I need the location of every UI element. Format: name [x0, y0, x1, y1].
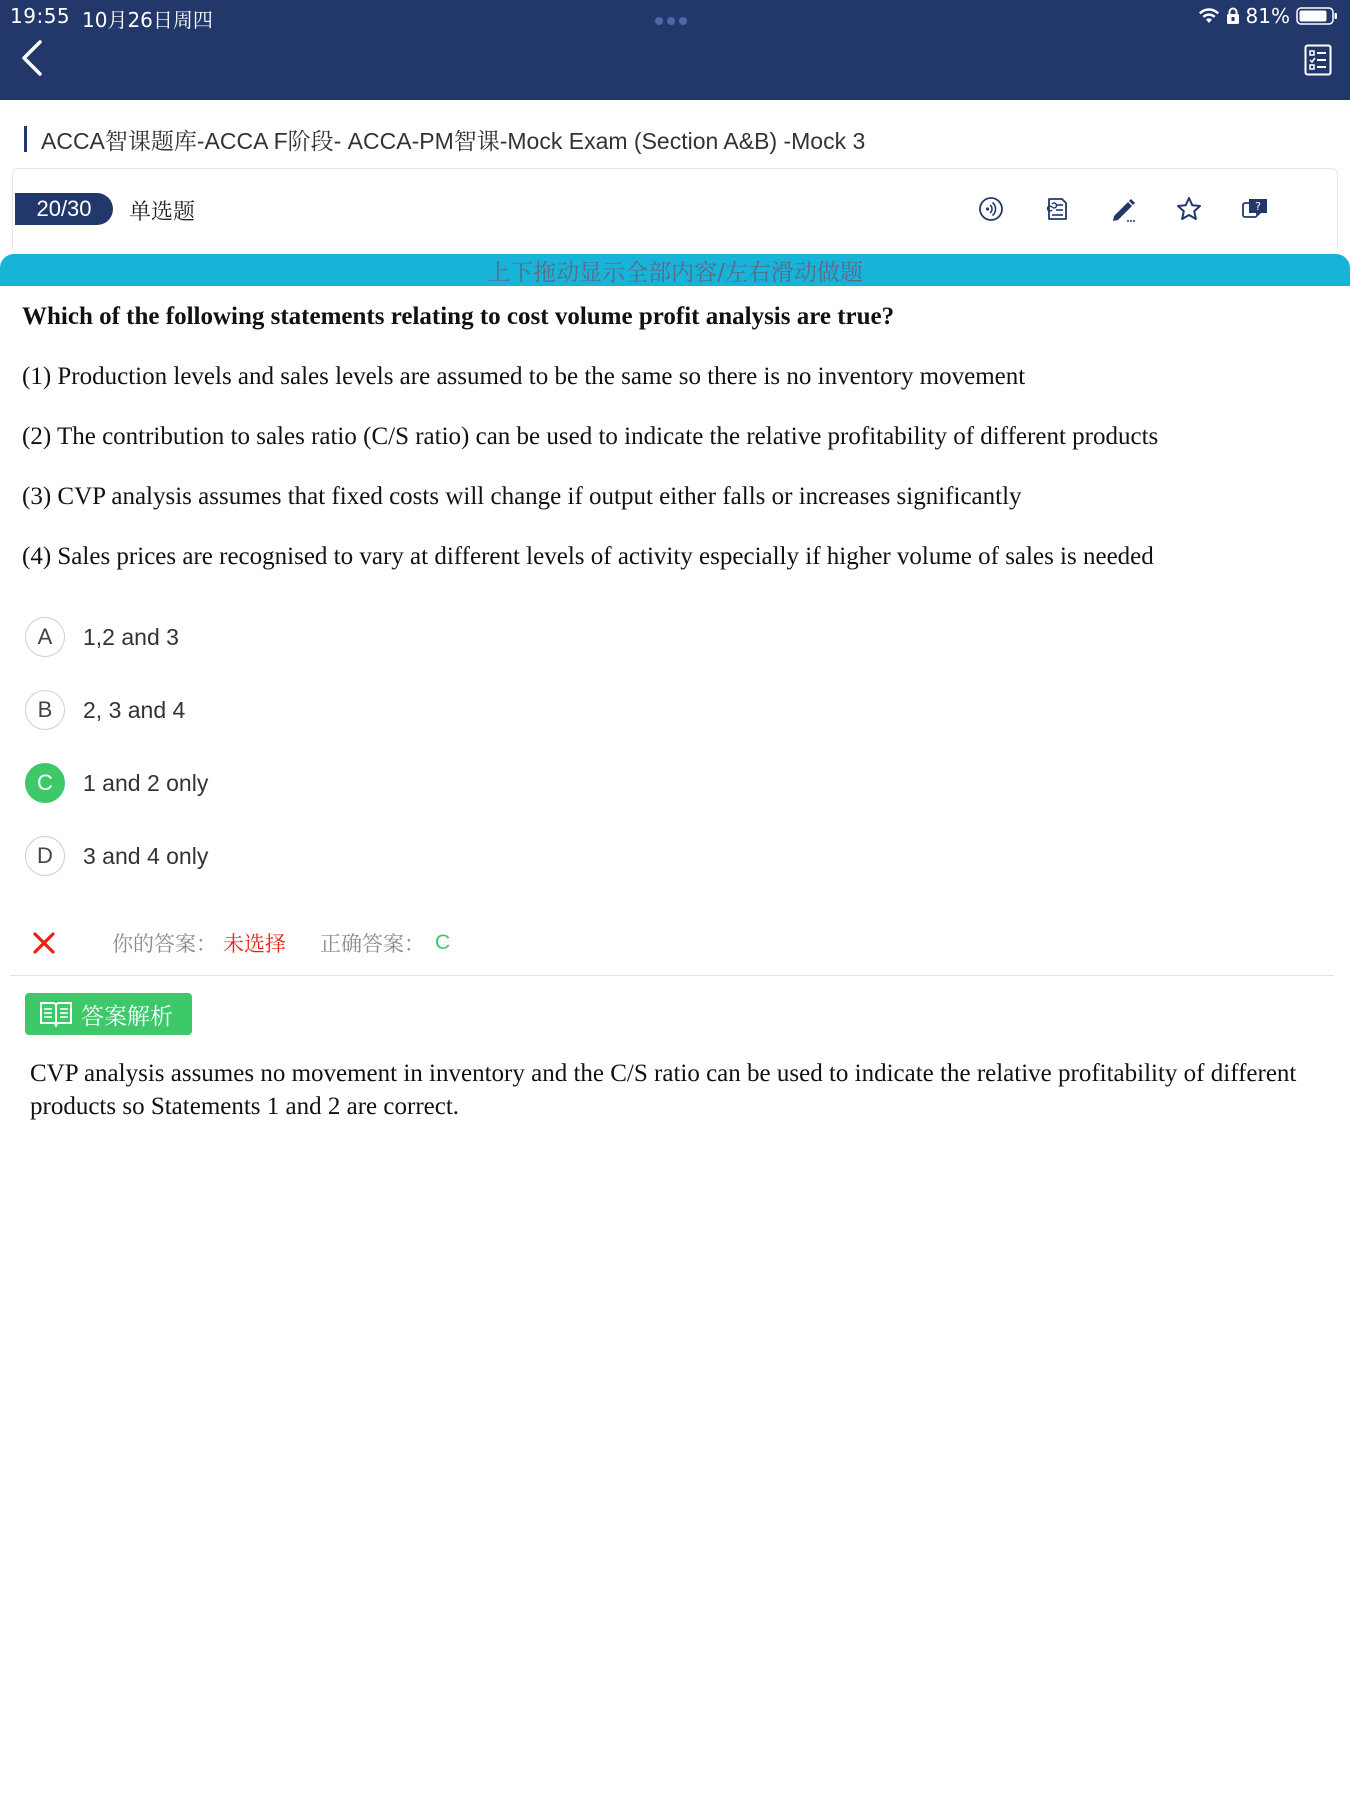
rotation-lock-icon [1226, 7, 1240, 25]
question-statement-1: (1) Production levels and sales levels are assumed to be the same so there is no inventory movement [22, 363, 1026, 390]
option-d-letter: D [25, 836, 65, 876]
your-answer-label: 你的答案： [112, 933, 217, 956]
breadcrumb-accent-bar [24, 126, 27, 152]
option-c-text: 1 and 2 only [83, 769, 209, 796]
book-icon [39, 999, 73, 1029]
option-b[interactable] [25, 688, 185, 732]
option-d-text: 3 and 4 only [83, 842, 209, 869]
edit-icon[interactable] [1107, 193, 1139, 225]
option-a-text: 1,2 and 3 [83, 623, 179, 650]
question-title: Which of the following statements relating to cost volume profit analysis are true? [22, 303, 895, 330]
question-statement-4: (4) Sales prices are recognised to vary at different levels of activity especially if higher volume of sales is needed [22, 543, 1154, 570]
battery-icon [1296, 6, 1338, 26]
correct-answer-label: 正确答案： [320, 933, 425, 956]
question-statement-2: (2) The contribution to sales ratio (C/S ratio) can be used to indicate the relative profitability of different products [22, 423, 1159, 450]
analysis-tag-label: 答案解析 [81, 1002, 173, 1029]
question-list-icon[interactable] [1304, 44, 1332, 76]
option-a-letter: A [25, 617, 65, 657]
option-c-letter-correct: C [25, 763, 65, 803]
question-feedback-icon[interactable] [1239, 193, 1271, 225]
notes-icon[interactable] [1041, 193, 1073, 225]
option-b-text: 2, 3 and 4 [83, 696, 186, 723]
multitask-dots-icon[interactable] [655, 12, 695, 22]
breadcrumb-text: ACCA智课题库-ACCA F阶段- ACCA-PM智课-Mock Exam (Section A&B) -Mock 3 [41, 127, 866, 154]
analysis-tag [25, 993, 192, 1035]
wrong-x-icon [32, 931, 56, 955]
breadcrumb [24, 124, 865, 154]
analysis-text: CVP analysis assumes no movement in inventory and the C/S ratio can be used to indicate the relative profitability of different products so Statements 1 and 2 are correct. [30, 1060, 1297, 1120]
option-d[interactable] [25, 834, 208, 878]
divider [10, 975, 1334, 976]
question-statement-3: (3) CVP analysis assumes that fixed costs will change if output either falls or increases significantly [22, 483, 1022, 510]
question-type: 单选题 [129, 199, 196, 224]
star-icon[interactable] [1173, 193, 1205, 225]
top-bar [0, 0, 1350, 100]
status-time: 19:55 [10, 4, 71, 28]
option-a[interactable] [25, 615, 179, 659]
option-b-letter: B [25, 690, 65, 730]
option-c[interactable] [25, 761, 208, 805]
wifi-icon [1198, 7, 1220, 25]
status-date: 10月26日周四 [82, 8, 213, 32]
correct-answer-value: C [435, 931, 451, 954]
status-indicators [1198, 4, 1338, 28]
answer-result [32, 928, 450, 958]
question-header [12, 168, 1338, 249]
your-answer-value: 未选择 [223, 933, 286, 956]
audio-icon[interactable] [975, 193, 1007, 225]
svg-text:?: ? [1255, 200, 1261, 213]
progress-badge: 20/30 [15, 193, 113, 225]
battery-percent: 81% [1245, 4, 1290, 28]
swipe-hint-banner: 上下拖动显示全部内容/左右滑动做题 [0, 254, 1350, 286]
back-button[interactable] [14, 38, 54, 78]
